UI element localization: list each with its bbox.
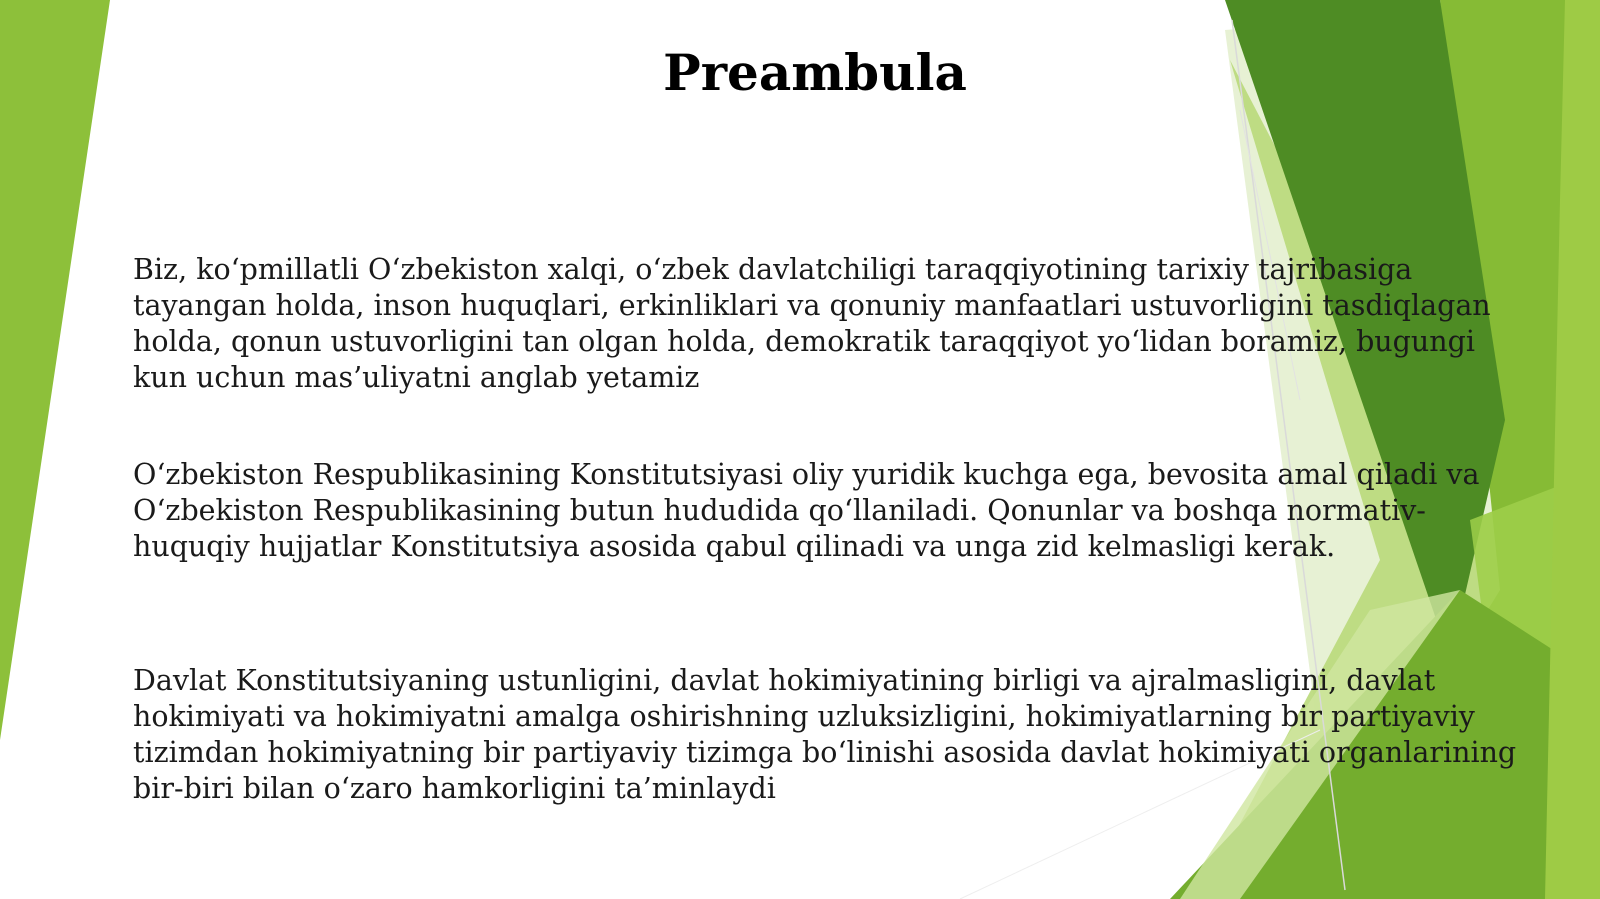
paragraph-2: O‘zbekiston Respublikasining Konstitutsiyasi oliy yuridik kuchga ega, bevosita amal qiladi va O‘zbekiston Respublikasining butun hududida qo‘llaniladi. Qonunlar va boshqa normativ- huquqiy hujjatlar Konstitutsiya asosida qabul qilinadi va unga zid kelmasligi kerak. bbox=[133, 458, 1480, 563]
left-green-band bbox=[0, 0, 110, 740]
paragraph-1: Biz, ko‘pmillatli O‘zbekiston xalqi, o‘zbek davlatchiligi taraqqiyotining tarixiy tajribasiga tayangan holda, inson huquqlari, erkinliklari va qonuniy manfaatlari ustuvorligini tasdiqlagan holda, qonun ustuvorligini tan olgan holda, demokratik taraqqiyot yo‘lidan boramiz, bugungi kun uchun mas’uliyatni anglab yetamiz bbox=[133, 253, 1491, 394]
paragraph-3: Davlat Konstitutsiyaning ustunligini, davlat hokimiyatining birligi va ajralmasligini, davlat hokimiyati va hokimiyatni amalga oshirishning uzluksizligini, hokimiyatlarning bir partiyaviy tizimdan hokimiyatning bir partiyaviy tizimga bo‘linishi asosida davlat hokimiyati organlarining bir-biri bilan o‘zaro hamkorligini ta’minlaydi bbox=[133, 664, 1517, 805]
slide-title: Preambula bbox=[663, 43, 967, 102]
